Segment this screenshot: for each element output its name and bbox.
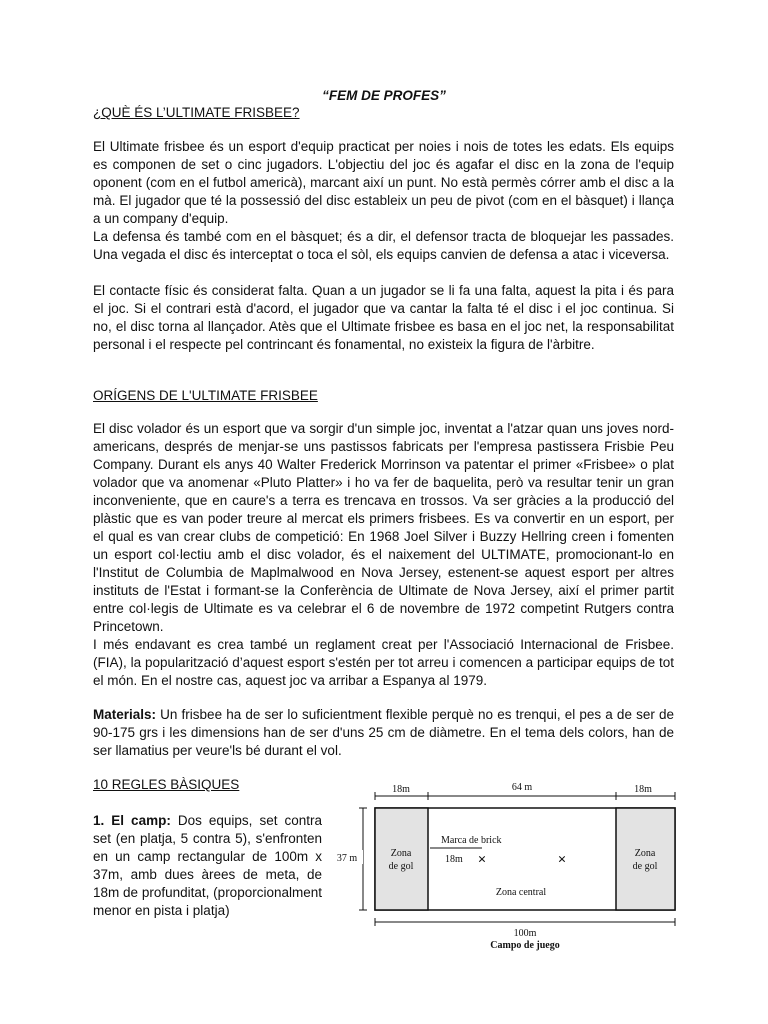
materials-text: Un frisbee ha de ser lo suficientment flexible perquè no es trenqui, el pes a de ser de 90-175 grs i les dimensions han de ser d'uns 25 cm de diàmetre. En el tema dels colors, han de ser llamatius per veure'ls bé durant el vol. <box>93 707 674 758</box>
diagram-caption: Campo de juego <box>490 940 560 951</box>
zone-left-line2: de gol <box>388 861 414 872</box>
field-diagram-svg <box>333 776 693 956</box>
brick-mark-right: × <box>557 852 567 868</box>
dim-left-label: 18m <box>392 784 410 795</box>
dim-total-label: 100m <box>513 928 537 939</box>
dim-right-label: 18m <box>634 784 652 795</box>
paragraph-fia: I més endavant es crea també un reglament creat per l'Associació Internacional de Frisbee. (FIA), la popularització d’aquest esport s'estén per tot arreu i comencen a participar equips de tot el món. En el nostre cas, aquest joc va arribar a Espanya al 1979. <box>93 637 674 688</box>
section-heading-origins: ORÍGENS DE L'ULTIMATE FRISBEE <box>93 388 318 403</box>
brick-distance-label: 18m <box>445 854 463 865</box>
paragraph-defense: La defensa és també com en el bàsquet; és a dir, el defensor tracta de bloquejar les passades. Una vegada el disc és interceptat o toca el sòl, els equips canvien de defensa a atac i viceversa. <box>93 229 674 262</box>
paragraph-materials <box>93 706 674 760</box>
end-zone-right <box>616 808 675 910</box>
materials-label: Materials: <box>93 707 157 722</box>
dim-center-label: 64 m <box>511 782 533 793</box>
zone-right-line2: de gol <box>632 861 658 872</box>
zone-left-line1: Zona <box>390 848 412 859</box>
brick-mark-left: × <box>477 852 487 868</box>
central-zone-label: Zona central <box>495 887 547 898</box>
paragraph-rule-1 <box>93 812 322 920</box>
rule1-label: 1. El camp: <box>93 813 171 828</box>
dim-height-label: 37 m <box>336 853 358 864</box>
paragraph-intro: El Ultimate frisbee és un esport d'equip practicat per noies i nois de totes les edats. Els equips es componen de set o cinc jugadors. L'objectiu del joc és agafar el disc en la zona de l'equip oponent (com en el futbol americà), marcant així un punt. No està permès córrer amb el disc a la mà. El jugador que té la possessió del disc estableix un peu de pivot (com en el bàsquet) i llança a un company d'equip. <box>93 139 674 226</box>
section-heading-what-is: ¿QUÈ ÉS L’ULTIMATE FRISBEE? <box>93 105 300 120</box>
section-heading-rules: 10 REGLES BÀSIQUES <box>93 777 240 792</box>
end-zone-left <box>375 808 428 910</box>
document-title: “FEM DE PROFES” <box>322 88 446 103</box>
brick-label: Marca de brick <box>441 835 502 846</box>
paragraph-origins: El disc volador és un esport que va sorgir d'un simple joc, inventat a l'atzar quan uns joves nord-americans, després de menjar-se uns pastissos fabricats per l'empresa pastissera Frisbie Peu Company. Durant els anys 40 Walter Frederick Morrinson va patentar el primer «Frisbee» o plat volador que va anomenar «Pluto Platter» i ho va fer de baquelita, però va resultar tenir un gran inconveniente, que en caure's a terra es trencava en trossos. Va ser gràcies a la producció del plàstic que es van poder treure al mercat els primers frisbees. Es va convertir en un esport, per el qual es van crear clubs de competició: En 1968 Joel Silver i Buzzy Hellring creen i fomenten un esport col·lectiu amb el disc volador, és el naixement del ULTIMATE, promocionant-lo en l'Institut de Columbia de Maplmalwood en Nova Jersey, estenent-se aquest esport per altres instituts de l'Estat i formant-se la Conferència de Ultimate de Nova Jersey, així el primer partit entre col·legis de Ultimate es va celebrar el 6 de novembre de 1972 competint Rutgers contra Princetown. <box>93 421 674 634</box>
rule1-text: Dos equips, set contra set (en platja, 5 contra 5), s'enfronten en un camp rectangular de 100m x 37m, amb dues àrees de meta, de 18m de profunditat, (proporcionalment menor en pista i platja) <box>93 813 322 918</box>
field-diagram <box>333 776 693 956</box>
paragraph-contact: El contacte físic és considerat falta. Quan a un jugador se li fa una falta, aquest la pita i és para el joc. Si el contrari està d'acord, el jugador que va cantar la falta té el disc i el joc continua. Si no, el disc torna al llançador. Atès que el Ultimate frisbee es basa en el joc net, la responsabilitat personal i el respecte pel contrincant és fonamental, no existeix la figura de l'àrbitre. <box>93 283 674 352</box>
zone-right-line1: Zona <box>634 848 656 859</box>
